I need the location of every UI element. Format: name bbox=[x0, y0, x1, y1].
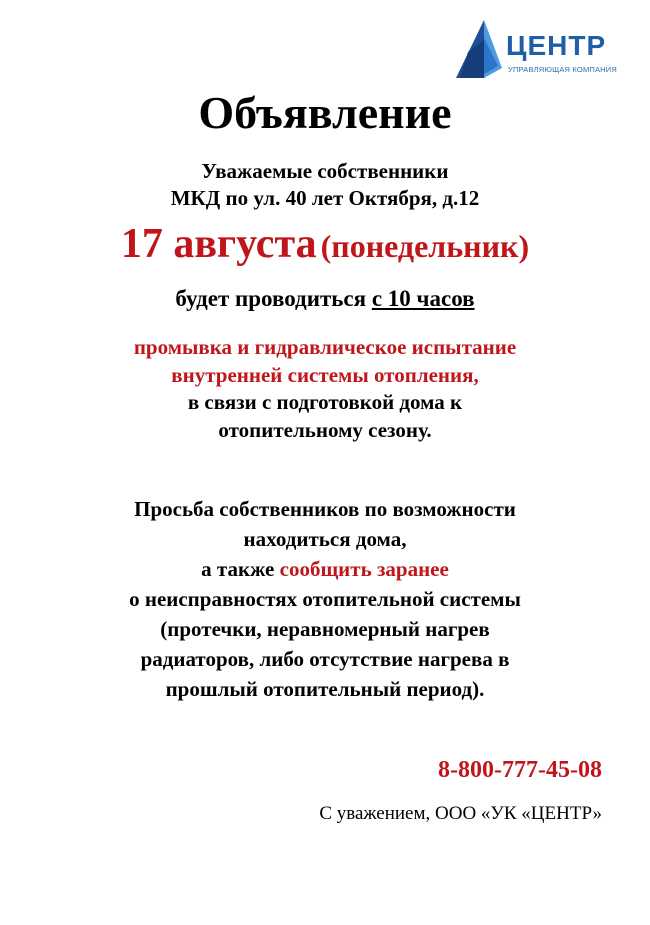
logo-name: ЦЕНТР bbox=[506, 30, 607, 61]
addressee-block bbox=[0, 158, 650, 212]
request-highlight: сообщить заранее bbox=[279, 557, 449, 581]
request-line: о неисправностях отопительной системы bbox=[129, 587, 521, 611]
request-line: находиться дома, bbox=[243, 527, 407, 551]
request-line: прошлый отопительный период). bbox=[165, 677, 485, 701]
address-line: МКД по ул. 40 лет Октября, д.12 bbox=[170, 186, 480, 210]
request-line bbox=[0, 554, 650, 584]
request-line: радиаторов, либо отсутствие нагрева в bbox=[140, 647, 510, 671]
event-time bbox=[0, 284, 650, 314]
event-date-main: 17 августа bbox=[120, 221, 317, 267]
signature: С уважением, ООО «УК «ЦЕНТР» bbox=[319, 803, 602, 824]
request-prefix: а также bbox=[201, 557, 275, 581]
work-description bbox=[0, 334, 650, 444]
request-line: Просьба собственников по возможности bbox=[134, 497, 516, 521]
logo-emblem-icon bbox=[454, 18, 504, 80]
owner-request bbox=[0, 494, 650, 704]
work-line: в связи с подготовкой дома к bbox=[187, 390, 463, 414]
event-time-prefix: будет проводиться bbox=[175, 286, 367, 311]
event-weekday: (понедельник) bbox=[320, 228, 530, 264]
logo-subtitle: УПРАВЛЯЮЩАЯ КОМПАНИЯ bbox=[508, 65, 618, 74]
work-line: промывка и гидравлическое испытание bbox=[133, 335, 517, 359]
company-logo bbox=[454, 18, 634, 88]
contact-phone: 8-800-777-45-08 bbox=[438, 757, 602, 783]
announcement-title: Объявление bbox=[198, 87, 452, 138]
work-line: внутренней системы отопления, bbox=[171, 362, 479, 387]
event-date bbox=[0, 216, 650, 281]
addressee-line: Уважаемые собственники bbox=[201, 159, 449, 183]
request-line: (протечки, неравномерный нагрев bbox=[160, 617, 490, 641]
work-line: отопительному сезону. bbox=[218, 417, 432, 442]
event-time-value: с 10 часов bbox=[371, 286, 475, 311]
